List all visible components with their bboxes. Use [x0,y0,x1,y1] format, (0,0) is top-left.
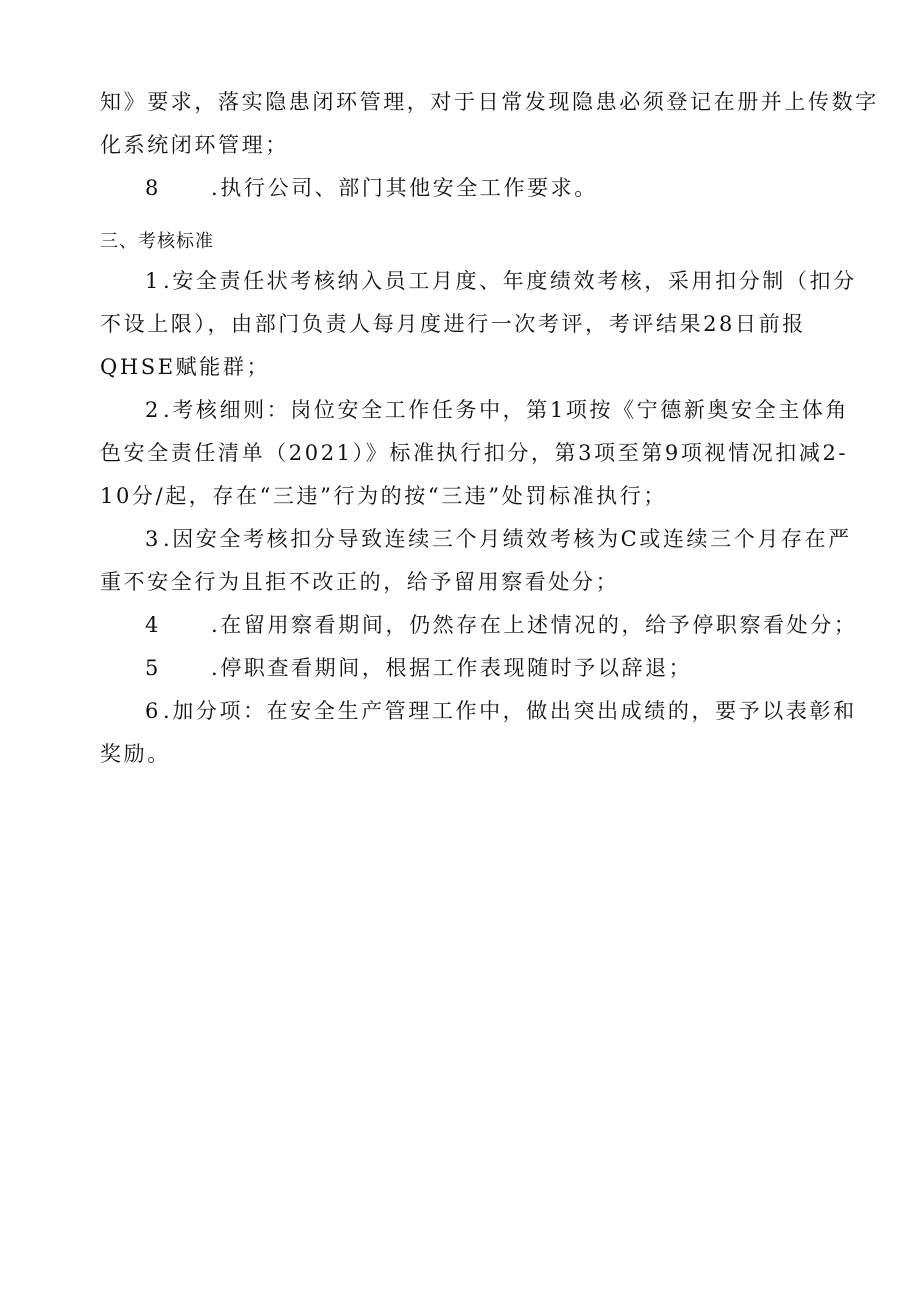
item-4-text-1: .在留用察看期间，仍然存在上述情况的，给予停职察看处分； [211,613,858,637]
item-4-line-1 [145,611,857,639]
item-1-line-3: QHSE赋能群； [100,355,271,379]
item-1-line-2: 不设上限），由部门负责人每月度进行一次考评，考评结果28日前报 [100,312,806,336]
item-5-line-1 [145,654,692,682]
item-8-text: .执行公司、部门其他安全工作要求。 [211,176,598,200]
item-6-line-2: 奖励。 [100,742,171,766]
item-3-line-2: 重不安全行为且拒不改正的，给予留用察看处分； [100,570,620,594]
section7-line-2: 化系统闭环管理； [100,133,289,157]
item-3-line-1 [145,525,852,553]
item-5-text-1: .停职查看期间，根据工作表现随时予以辞退； [211,656,693,680]
item-2-line-1 [145,396,849,424]
item-2-number: 2 [145,398,161,422]
item-5-number: 5 [145,656,161,680]
item-8-number: 8 [145,176,161,200]
item-6-number: 6 [145,699,161,723]
item-1-line-1 [145,267,857,295]
item-6-line-1 [145,697,857,725]
item-2-text-1: .考核细则：岗位安全工作任务中，第1项按《宁德新奥安全主体角 [163,398,850,422]
item-6-text-1: .加分项：在安全生产管理工作中，做出突出成绩的，要予以表彰和 [163,699,857,723]
item-3-text-1: .因安全考核扣分导致连续三个月绩效考核为C或连续三个月存在严 [163,527,852,551]
item-1-number: 1 [145,269,161,293]
section-3-heading: 三、考核标准 [100,231,214,252]
item-2-line-2: 色安全责任清单（2021）》标准执行扣分，第3项至第9项视情况扣减2- [100,441,849,465]
section7-line-1: 知》要求，落实隐患闭环管理，对于日常发现隐患必须登记在册并上传数字 [100,90,879,114]
item-4-number: 4 [145,613,161,637]
item-2-line-3: 10分/起，存在“三违”行为的按“三违”处罚标准执行； [100,484,667,508]
item-3-number: 3 [145,527,161,551]
item-1-text-1: .安全责任状考核纳入员工月度、年度绩效考核，采用扣分制（扣分 [163,269,857,293]
item-8 [145,174,598,202]
